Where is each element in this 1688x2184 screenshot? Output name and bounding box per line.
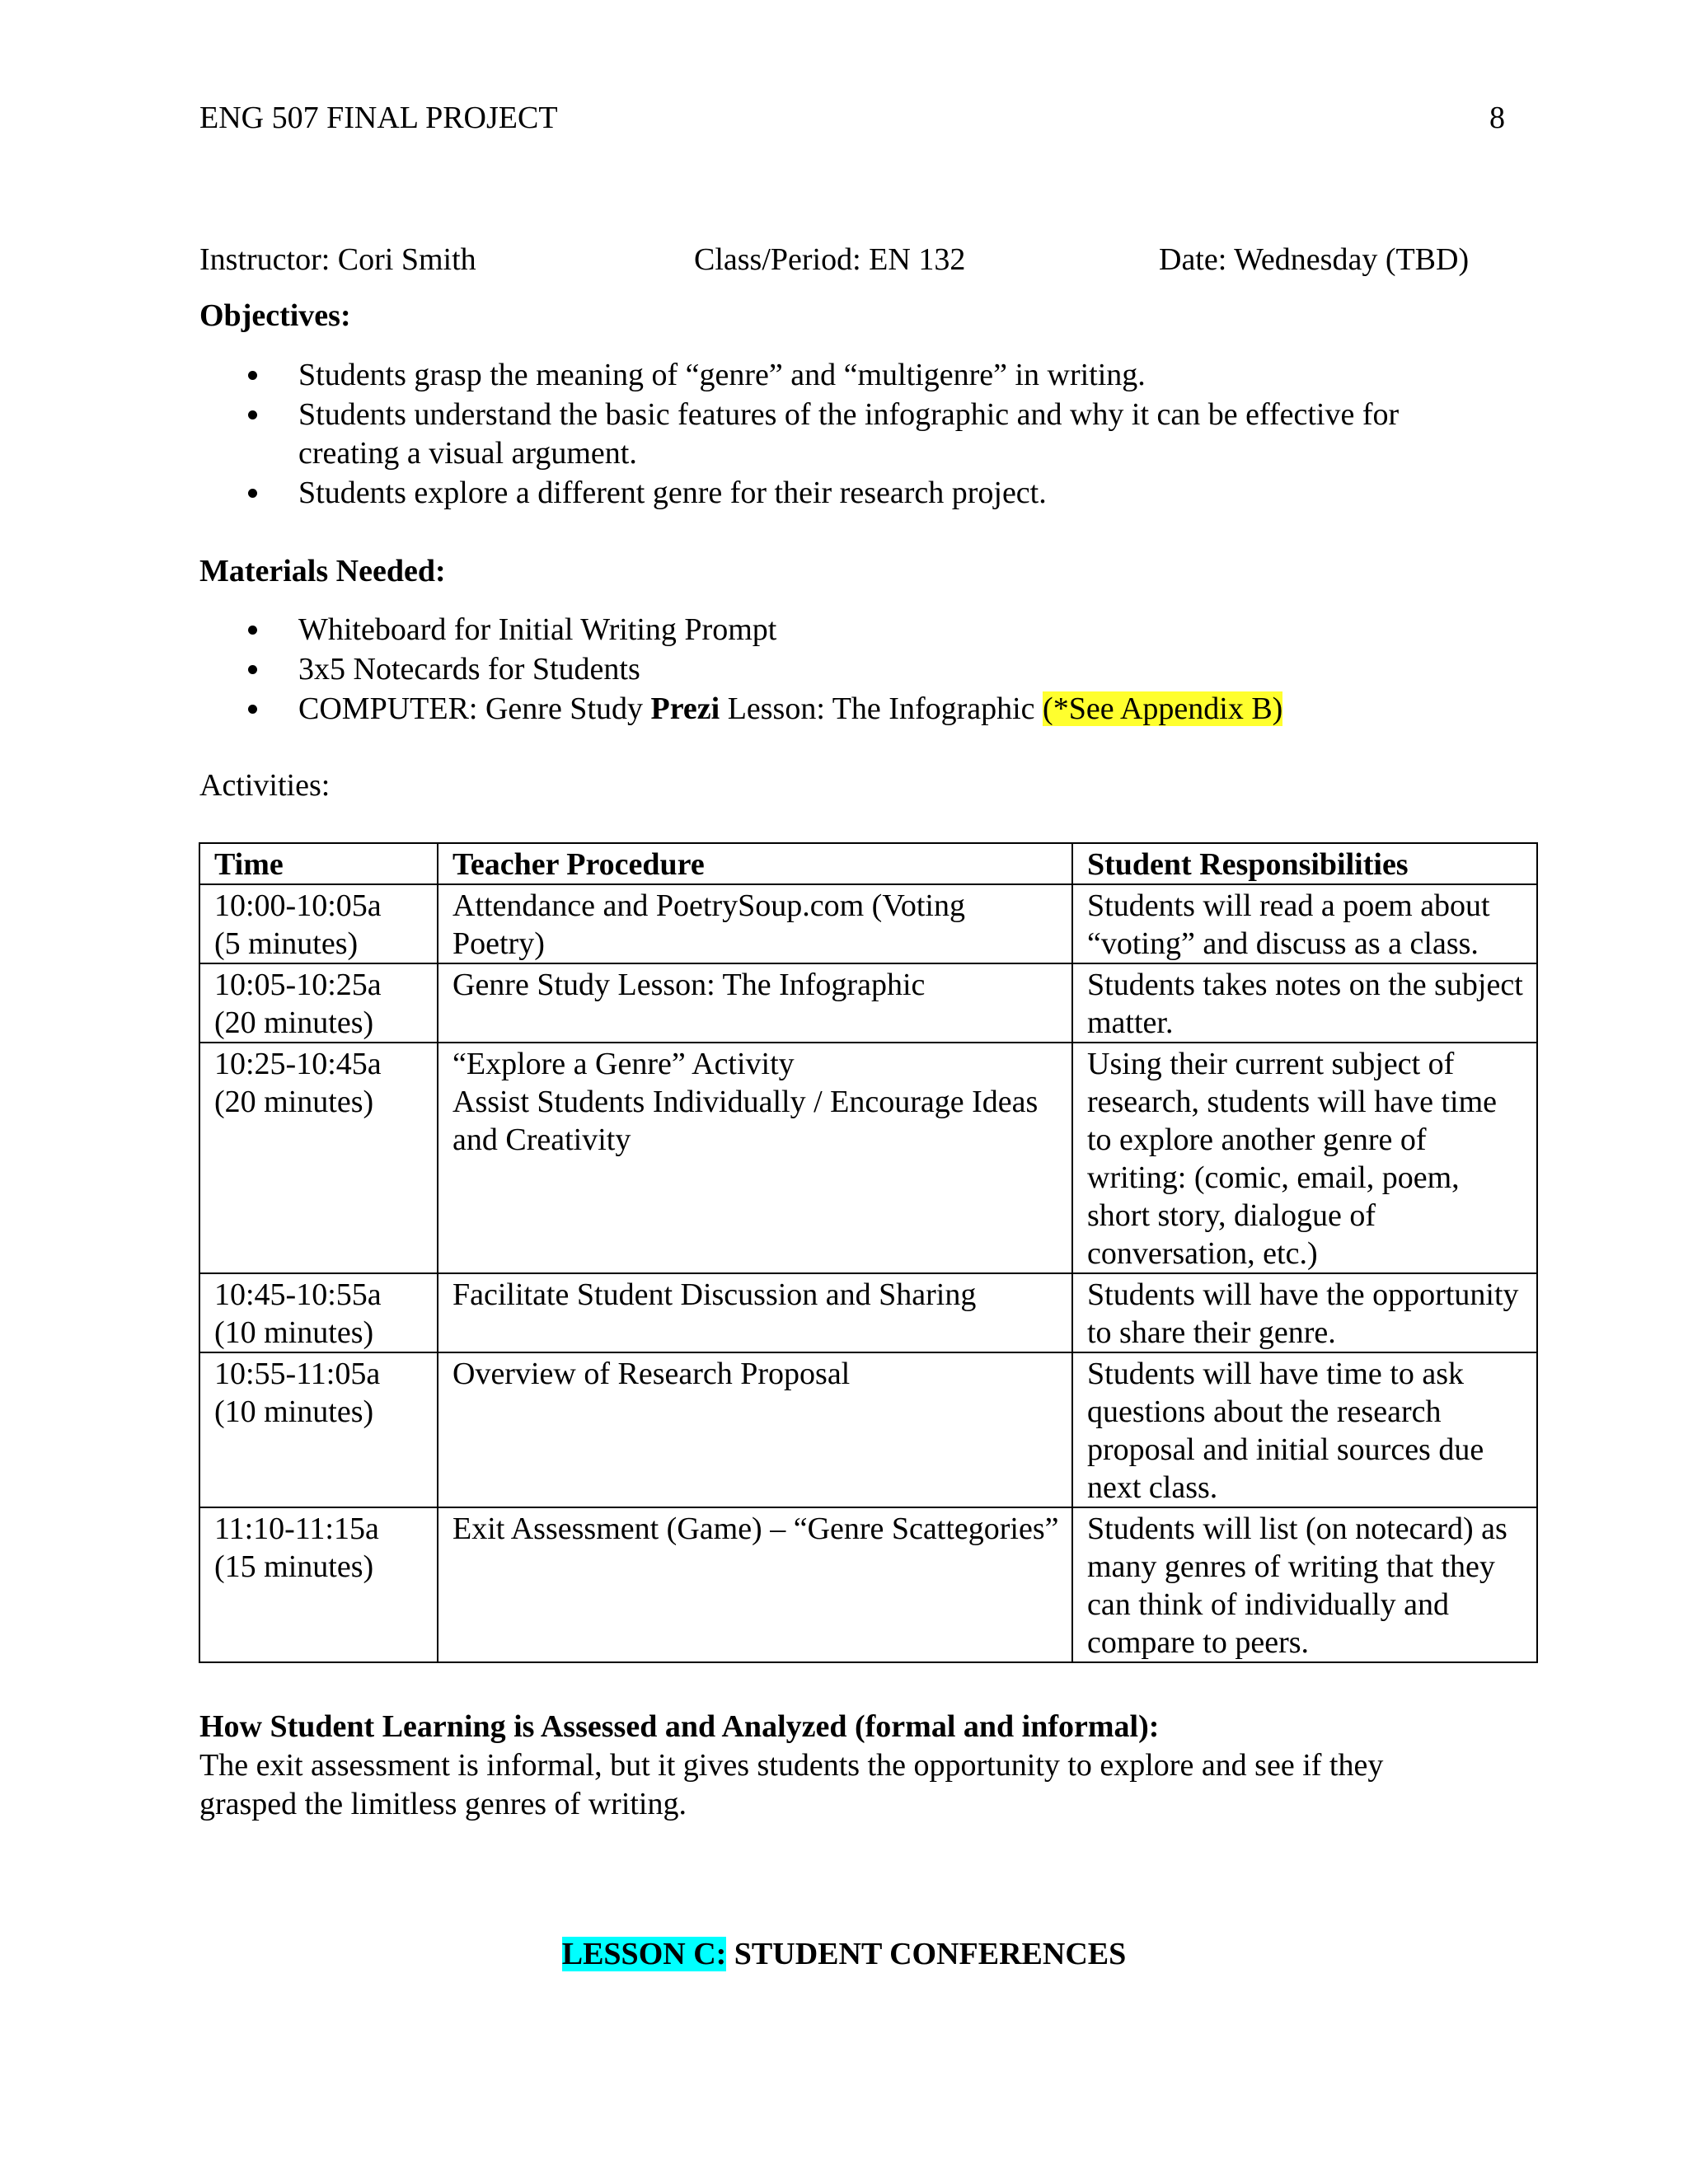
activities-table	[199, 842, 1538, 1663]
teacher-cell: Exit Assessment (Game) – “Genre Scattegories”	[438, 1507, 1072, 1662]
bullet-icon	[248, 410, 257, 419]
table-row	[199, 963, 1537, 1043]
list-item	[199, 690, 1485, 729]
teacher-cell: Attendance and PoetrySoup.com (Voting Poetry)	[438, 884, 1072, 963]
time-cell	[199, 884, 438, 963]
objectives-list	[199, 356, 1485, 513]
student-cell: Students will have the opportunity to share their genre.	[1072, 1273, 1537, 1352]
bullet-icon	[248, 371, 257, 380]
list-item	[199, 474, 1485, 513]
student-cell: Using their current subject of research, students will have time to explore another genre of writing: (comic, email, poem, short story, dialogue of conversation, etc.)	[1072, 1043, 1537, 1273]
material-text-prefix: COMPUTER: Genre Study	[298, 691, 651, 726]
teacher-cell	[438, 1043, 1072, 1273]
table-row	[199, 1507, 1537, 1662]
teacher-cell: Overview of Research Proposal	[438, 1352, 1072, 1507]
teacher-line: Assist Students Individually / Encourage Ideas and Creativity	[452, 1085, 1039, 1157]
student-cell: Students will list (on notecard) as many genres of writing that they can think of individually and compare to peers.	[1072, 1507, 1537, 1662]
objective-text: Students explore a different genre for their research project.	[298, 476, 1047, 510]
class-period-label: Class/Period: EN 132	[694, 242, 966, 277]
bullet-icon	[248, 705, 257, 714]
page-number: 8	[1489, 101, 1505, 135]
table-header-row	[199, 843, 1537, 884]
lesson-c-heading	[0, 1935, 1688, 1974]
assessment-heading: How Student Learning is Assessed and Analyzed (formal and informal):	[199, 1709, 1160, 1744]
instructor-label: Instructor: Cori Smith	[199, 242, 476, 277]
student-cell: Students will read a poem about “voting” and discuss as a class.	[1072, 884, 1537, 963]
table-row	[199, 884, 1537, 963]
list-item	[199, 356, 1485, 395]
list-item	[199, 611, 1485, 649]
table-row	[199, 1352, 1537, 1507]
objective-text: Students understand the basic features of the infographic and why it can be effective for creating a visual argument.	[298, 397, 1400, 471]
time-range: 10:05-10:25a	[214, 968, 382, 1002]
teacher-cell: Genre Study Lesson: The Infographic	[438, 963, 1072, 1043]
student-cell: Students takes notes on the subject matter.	[1072, 963, 1537, 1043]
date-label: Date: Wednesday (TBD)	[1159, 242, 1470, 277]
duration: (5 minutes)	[214, 926, 359, 961]
table-row	[199, 1043, 1537, 1273]
bullet-icon	[248, 626, 257, 635]
time-range: 10:55-11:05a	[214, 1357, 381, 1391]
column-header-time: Time	[199, 843, 438, 884]
list-item	[199, 650, 1485, 689]
assessment-body: The exit assessment is informal, but it gives students the opportunity to explore and see if they grasped the limitless genres of writing.	[199, 1748, 1384, 1821]
materials-list	[199, 611, 1485, 729]
duration: (15 minutes)	[214, 1549, 374, 1584]
time-cell	[199, 1273, 438, 1352]
time-cell	[199, 1507, 438, 1662]
material-text: Whiteboard for Initial Writing Prompt	[298, 612, 777, 647]
material-text: 3x5 Notecards for Students	[298, 652, 640, 687]
duration: (10 minutes)	[214, 1394, 374, 1429]
time-range: 11:10-11:15a	[214, 1511, 379, 1546]
objectives-heading: Objectives:	[199, 298, 351, 333]
activities-heading: Activities:	[199, 768, 331, 803]
duration: (20 minutes)	[214, 1085, 374, 1119]
lesson-c-label: LESSON C:	[561, 1937, 727, 1971]
teacher-line: “Explore a Genre” Activity	[452, 1047, 795, 1081]
prezi-bold-text: Prezi	[650, 691, 720, 726]
time-range: 10:45-10:55a	[214, 1277, 382, 1312]
duration: (20 minutes)	[214, 1005, 374, 1040]
column-header-teacher: Teacher Procedure	[438, 843, 1072, 884]
table-row	[199, 1273, 1537, 1352]
bullet-icon	[248, 489, 257, 498]
lesson-info-row	[199, 241, 1535, 279]
duration: (10 minutes)	[214, 1315, 374, 1350]
lesson-c-title: STUDENT CONFERENCES	[726, 1937, 1127, 1971]
materials-heading: Materials Needed:	[199, 554, 446, 588]
time-cell	[199, 1352, 438, 1507]
column-header-student: Student Responsibilities	[1072, 843, 1537, 884]
time-cell	[199, 963, 438, 1043]
teacher-cell: Facilitate Student Discussion and Sharing	[438, 1273, 1072, 1352]
running-header-title: ENG 507 FINAL PROJECT	[199, 101, 558, 135]
material-text-middle: Lesson: The Infographic	[720, 691, 1043, 726]
time-cell	[199, 1043, 438, 1273]
objective-text: Students grasp the meaning of “genre” and “multigenre” in writing.	[298, 358, 1146, 392]
bullet-icon	[248, 665, 257, 674]
list-item	[199, 396, 1485, 473]
student-cell: Students will have time to ask questions about the research proposal and initial sources due next class.	[1072, 1352, 1537, 1507]
time-range: 10:00-10:05a	[214, 888, 382, 923]
time-range: 10:25-10:45a	[214, 1047, 382, 1081]
appendix-reference-highlight: (*See Appendix B)	[1043, 691, 1283, 726]
